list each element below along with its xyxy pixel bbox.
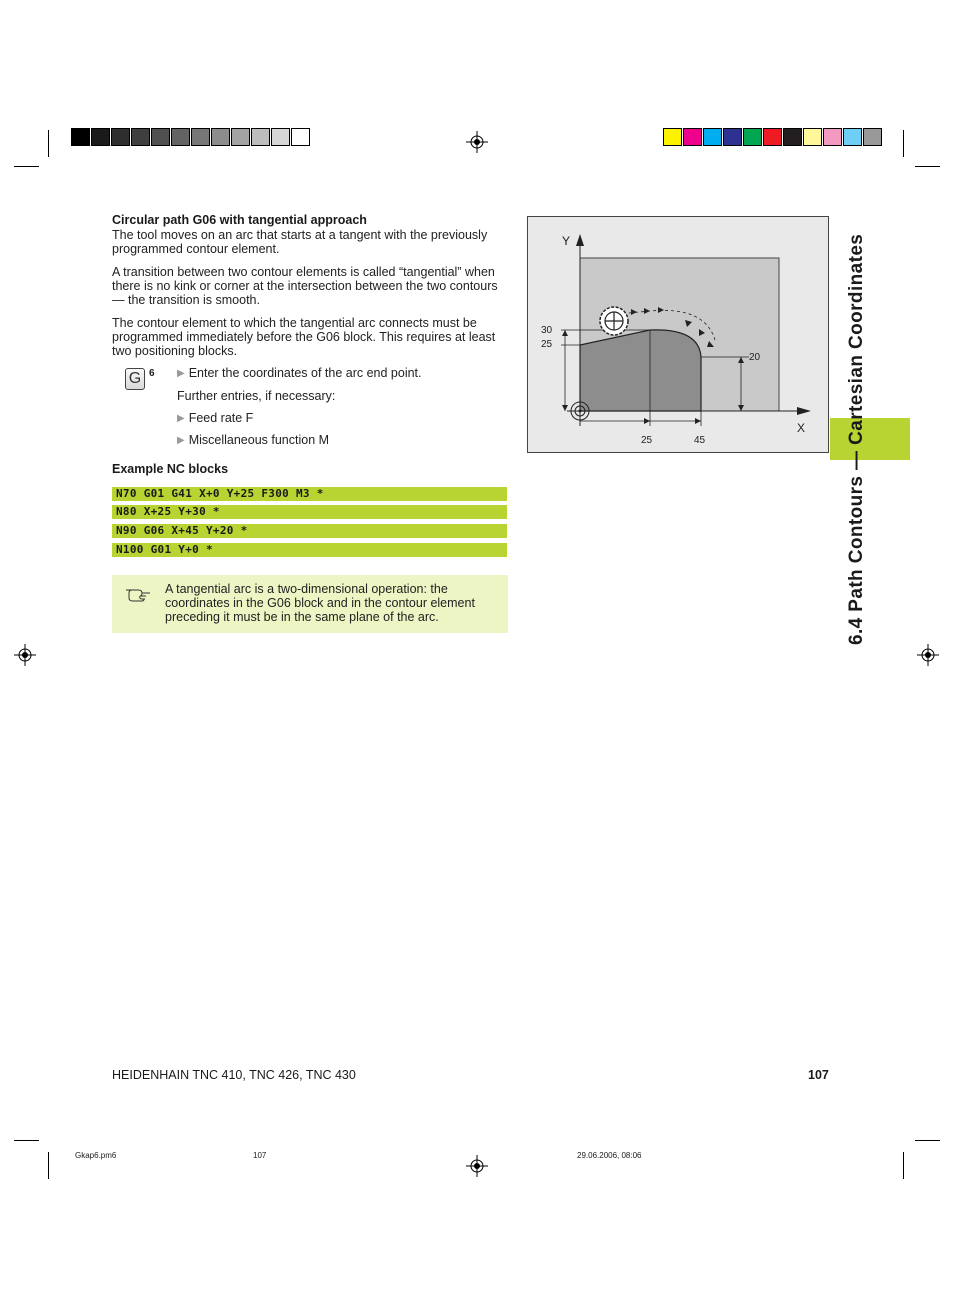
section-heading: Circular path G06 with tangential approach [112,213,367,227]
note-text: A tangential arc is a two-dimensional operation: the coordinates in the G06 block and in the contour element preceding it must be in the same plane of the arc. [165,582,475,624]
crop-mark [48,130,49,157]
triangle-bullet-icon: ▶ [177,412,185,424]
color-swatch [823,128,842,146]
example-heading: Example NC blocks [112,462,229,476]
crop-mark [903,130,904,157]
paragraph-2: A transition between two contour elements is called “tangential” when there is no kink or corner at the intersection between the two contours — the transition is smooth. [112,265,498,307]
triangle-bullet-icon: ▶ [177,434,185,446]
chapter-side-title: 6.4 Path Contours — Cartesian Coordinates [846,233,867,645]
paragraph-1: The tool moves on an arc that starts at a tangent with the previously programmed contour element. [112,228,488,256]
contour-area [580,330,701,411]
registration-mark-icon [466,131,488,153]
nc-block: N100 G01 Y+0 * [112,543,507,557]
x-axis-label: X [797,421,806,435]
color-swatch [803,128,822,146]
color-swatch [683,128,702,146]
registration-mark-icon [917,644,939,666]
color-swatch [863,128,882,146]
step-feed-rate: ▶ Feed rate F [177,411,254,425]
color-swatch [743,128,762,146]
color-swatch [91,128,110,146]
color-calibration-bar [663,128,883,148]
chapter-side-tab [830,418,910,460]
color-swatch [131,128,150,146]
print-date: 29.06.2006, 08:06 [577,1151,642,1160]
registration-mark-icon [466,1155,488,1177]
color-swatch [703,128,722,146]
gray-color-bar [71,128,311,148]
crop-mark [48,1152,49,1179]
further-entries-label: Further entries, if necessary: [177,389,336,403]
crop-mark [14,166,39,167]
color-swatch [191,128,210,146]
registration-mark-icon [14,644,36,666]
dim-label-25-x: 25 [641,435,653,446]
crop-mark [903,1152,904,1179]
color-swatch [231,128,250,146]
color-swatch [763,128,782,146]
color-swatch [111,128,130,146]
tangential-arc-diagram [527,216,829,453]
pointing-hand-icon [124,585,152,603]
print-file-name: Gkap6.pm6 [75,1151,117,1160]
crop-mark [915,1140,940,1141]
paragraph-3: The contour element to which the tangential arc connects must be programmed immediately before the G06 block. This requires at least two positioning blocks. [112,316,496,358]
nc-block: N90 G06 X+45 Y+20 * [112,524,507,538]
step-misc-function: ▶ Miscellaneous function M [177,433,330,447]
color-swatch [843,128,862,146]
color-swatch [663,128,682,146]
dim-label-25-y: 25 [541,339,553,350]
g-key-icon: G [125,368,145,390]
color-swatch [723,128,742,146]
g-key-number: 6 [149,368,155,379]
page-number: 107 [808,1068,829,1082]
color-swatch [783,128,802,146]
dim-label-30: 30 [541,325,553,336]
dim-label-20: 20 [749,352,761,363]
note-box [112,575,508,633]
print-file-page: 107 [253,1151,267,1160]
crop-mark [915,166,940,167]
nc-block: N70 G01 G41 X+0 Y+25 F300 M3 * [112,487,507,501]
color-swatch [211,128,230,146]
color-swatch [271,128,290,146]
y-axis-label: Y [562,234,571,248]
color-swatch [171,128,190,146]
color-swatch [151,128,170,146]
step-enter-coordinates: ▶ Enter the coordinates of the arc end point. [177,366,422,380]
footer-product: HEIDENHAIN TNC 410, TNC 426, TNC 430 [112,1068,356,1082]
crop-mark [14,1140,39,1141]
dim-label-45: 45 [694,435,706,446]
color-swatch [71,128,90,146]
nc-block: N80 X+25 Y+30 * [112,505,507,519]
color-swatch [291,128,310,146]
color-swatch [251,128,270,146]
triangle-bullet-icon: ▶ [177,367,185,379]
